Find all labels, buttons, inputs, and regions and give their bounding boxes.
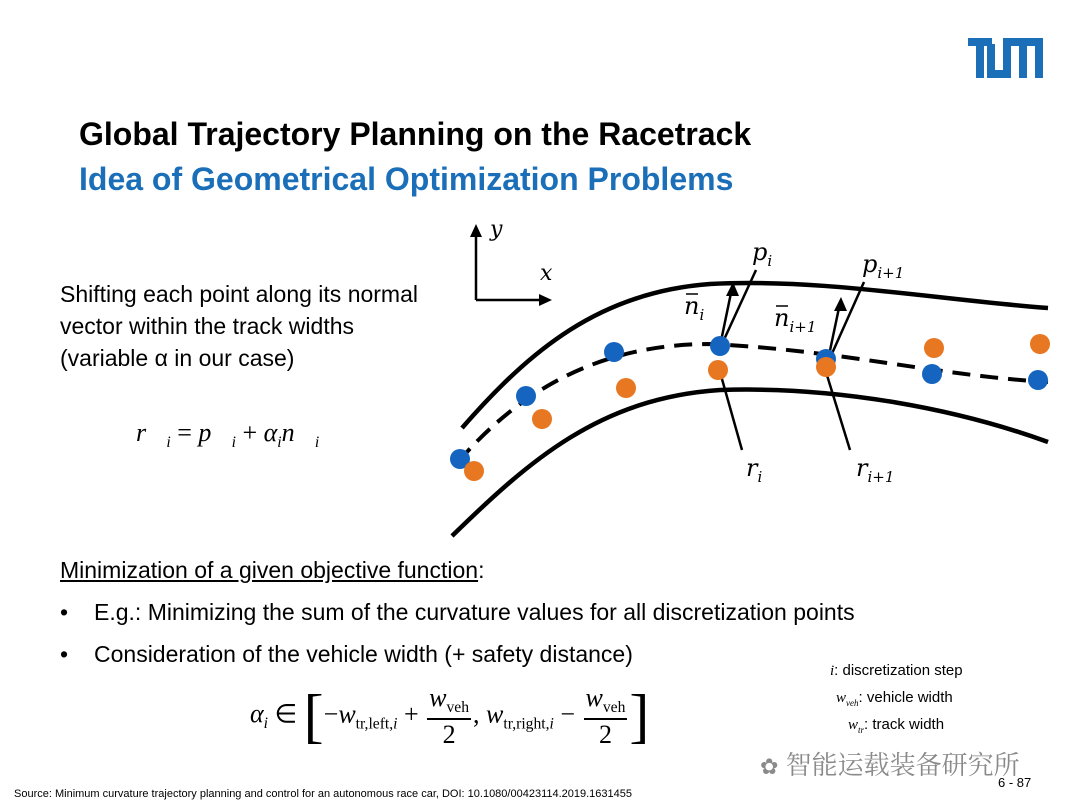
orange-point xyxy=(816,357,836,377)
leader-p-i1 xyxy=(830,282,864,358)
legend-vehicle-width: $w_{veh}$: vehicle width xyxy=(836,689,953,708)
bullet-item xyxy=(60,641,633,668)
page-title: Global Trajectory Planning on the Racetrack xyxy=(79,116,752,152)
label-r-i1: $r_{i+1}$ xyxy=(856,454,895,486)
leader-r-i1 xyxy=(826,372,850,450)
bullet-dot-icon: • xyxy=(60,641,69,667)
alpha-bound-formula: $\alpha_i$ ∈ [$-w_{tr,left,i}$ + $\frac{w_{veh}}{2}$ , $w_{tr,right,i}$ − $\frac{w_{veh}}{2}$ ] xyxy=(250,683,650,749)
tum-logo xyxy=(968,38,1044,78)
legend-discretization-step: i: discretization step xyxy=(830,662,963,679)
objective-heading: Minimization of a given objective function xyxy=(60,557,479,583)
track-centerline xyxy=(458,344,1048,462)
blue-point xyxy=(604,342,624,362)
source-citation: Source: Minimum curvature trajectory planning and control for an autonomous race car, DOI: 10.1080/00423114.2019.1631455 xyxy=(14,788,633,800)
legend-track-width: $w_{tr}$: track width xyxy=(848,716,945,735)
page-number: 6 - 87 xyxy=(998,775,1032,790)
objective-heading-suffix: : xyxy=(478,557,485,583)
orange-point xyxy=(616,378,636,398)
orange-point xyxy=(532,409,552,429)
racetrack-diagram xyxy=(440,210,1080,550)
label-r-i: $r_i$ xyxy=(746,454,763,486)
reference-points xyxy=(450,336,1048,469)
page-subtitle: Idea of Geometrical Optimization Problems xyxy=(79,161,734,197)
bullet-item xyxy=(60,599,855,626)
blue-point xyxy=(516,386,536,406)
track-outer-boundary xyxy=(462,283,1048,428)
leader-r-i xyxy=(720,372,742,450)
blue-point xyxy=(922,364,942,384)
x-axis-arrow-icon xyxy=(539,294,552,306)
axis-label-y: y xyxy=(490,217,503,242)
bullet-text: E.g.: Minimizing the sum of the curvature values for all discretization points xyxy=(94,599,855,625)
label-p-i1: $p_{i+1}$ xyxy=(862,250,905,282)
label-p-i: $p_i$ xyxy=(752,238,773,270)
wechat-icon: ✿ xyxy=(760,754,779,779)
orange-point xyxy=(1030,334,1050,354)
orange-point xyxy=(464,461,484,481)
coordinate-axes xyxy=(476,232,544,300)
normal-arrow-i1-icon xyxy=(834,297,847,311)
bullet-dot-icon: • xyxy=(60,599,69,625)
orange-point xyxy=(924,338,944,358)
watermark: ✿ 智能运载装备研究所 xyxy=(760,750,1020,780)
blue-point xyxy=(1028,370,1048,390)
shift-formula: $r⃗_i$ = $p⃗_i$ + $\alpha_in⃗_i$ xyxy=(136,418,320,452)
orange-point xyxy=(708,360,728,380)
axis-label-x: x xyxy=(540,261,553,286)
y-axis-arrow-icon xyxy=(470,224,482,237)
label-n-i: $n_i$ xyxy=(684,292,705,324)
description-text: Shifting each point along its normal vector within the track widths (variable α in our case) xyxy=(60,281,418,371)
bullet-text: Consideration of the vehicle width (+ safety distance) xyxy=(94,641,633,667)
blue-point xyxy=(710,336,730,356)
label-n-i1: $n_{i+1}$ xyxy=(774,304,817,336)
